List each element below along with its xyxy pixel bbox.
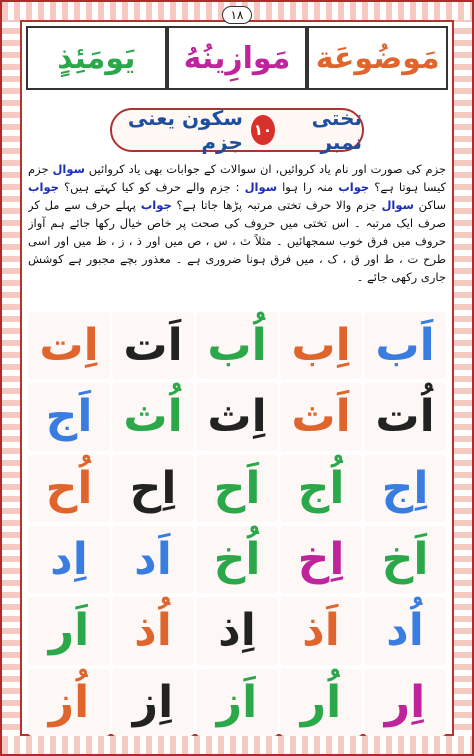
letter-grid bbox=[28, 312, 446, 736]
letter-cell: اَذ bbox=[280, 597, 362, 664]
letter-cell: اَت bbox=[112, 312, 194, 379]
letter-cell: اَج bbox=[28, 383, 110, 450]
answer-text-2: ساکن bbox=[418, 198, 446, 212]
answer-label-2: جواب bbox=[28, 180, 59, 194]
letter-cell: اِد bbox=[28, 526, 110, 593]
header-word-2: مَوازِينُهُ bbox=[167, 26, 308, 90]
letter-cell: اُب bbox=[196, 312, 278, 379]
letter-cell: اُث bbox=[112, 383, 194, 450]
lesson-title bbox=[110, 108, 364, 152]
letter-cell: اُخ bbox=[196, 526, 278, 593]
letter-cell: اُت bbox=[364, 383, 446, 450]
instructions-intro: جزم کی صورت اور نام یاد کروائیں، ان سوالات کے جوابات بھی یاد کروائیں bbox=[88, 162, 446, 176]
letter-cell: اِذ bbox=[196, 597, 278, 664]
letter-cell: اَب bbox=[364, 312, 446, 379]
question-label-2: سوال bbox=[244, 180, 278, 194]
question-label-1: سوال bbox=[52, 162, 85, 176]
letter-cell: اُج bbox=[280, 455, 362, 522]
instructions-text bbox=[28, 160, 446, 310]
lesson-label: تختی نمبر bbox=[311, 106, 362, 154]
question-text-3: جزم والا حرف تختی مرتبہ پڑھا جاتا ہے؟ bbox=[176, 198, 377, 212]
answer-label-3: جواب bbox=[140, 198, 172, 212]
letter-cell: اَد bbox=[112, 526, 194, 593]
question-label-3: سوال bbox=[381, 198, 414, 212]
answer-text-3: پہلے حرف سے مل کر صرف ایک مرتبہ ۔ اس تختی میں حروف کی صحت پر خاص خیال رکھا جائے ہم آواز حروف میں فرق خوب سمجھائیں ۔ مثلاً ث ، س ، ص میں اور ذ ، ز ، ظ میں اور اسی طرح ت ، ط اور ق ، ک ، میں فرق ہونا ضروری ہے ۔ معذور بچے مجبور ہے کوشش جاری رکھی جائے ۔ bbox=[28, 198, 446, 284]
letter-cell: اِر bbox=[364, 669, 446, 736]
lesson-subtitle: سکون یعنی جزم bbox=[127, 106, 243, 154]
header-words bbox=[26, 26, 448, 90]
letter-cell: اِث bbox=[196, 383, 278, 450]
lesson-number-badge: ١٠ bbox=[251, 115, 275, 145]
question-text-1: جزم کیسا ہوتا ہے؟ bbox=[28, 162, 446, 194]
header-word-3: يَومَئِذٍ bbox=[26, 26, 167, 90]
letter-cell: اِز bbox=[112, 669, 194, 736]
letter-cell: اَث bbox=[280, 383, 362, 450]
letter-cell: اَر bbox=[28, 597, 110, 664]
page-number: ١٨ bbox=[222, 6, 252, 24]
header-word-1: مَوضُوعَة bbox=[307, 26, 448, 90]
letter-cell: اِج bbox=[364, 455, 446, 522]
letter-cell: اُر bbox=[280, 669, 362, 736]
letter-cell: اِح bbox=[112, 455, 194, 522]
letter-cell: اُح bbox=[28, 455, 110, 522]
letter-cell: اِب bbox=[280, 312, 362, 379]
letter-cell: اَخ bbox=[364, 526, 446, 593]
letter-cell: اُذ bbox=[112, 597, 194, 664]
question-text-2: : جزم والے حرف کو کیا کہتے ہیں؟ bbox=[64, 180, 240, 194]
letter-cell: اُز bbox=[28, 669, 110, 736]
letter-cell: اِخ bbox=[280, 526, 362, 593]
answer-label-1: جواب bbox=[338, 180, 370, 194]
letter-cell: اَح bbox=[196, 455, 278, 522]
answer-text-1: منہ را ہوا bbox=[282, 180, 334, 194]
letter-cell: اِت bbox=[28, 312, 110, 379]
letter-cell: اُد bbox=[364, 597, 446, 664]
letter-cell: اَز bbox=[196, 669, 278, 736]
